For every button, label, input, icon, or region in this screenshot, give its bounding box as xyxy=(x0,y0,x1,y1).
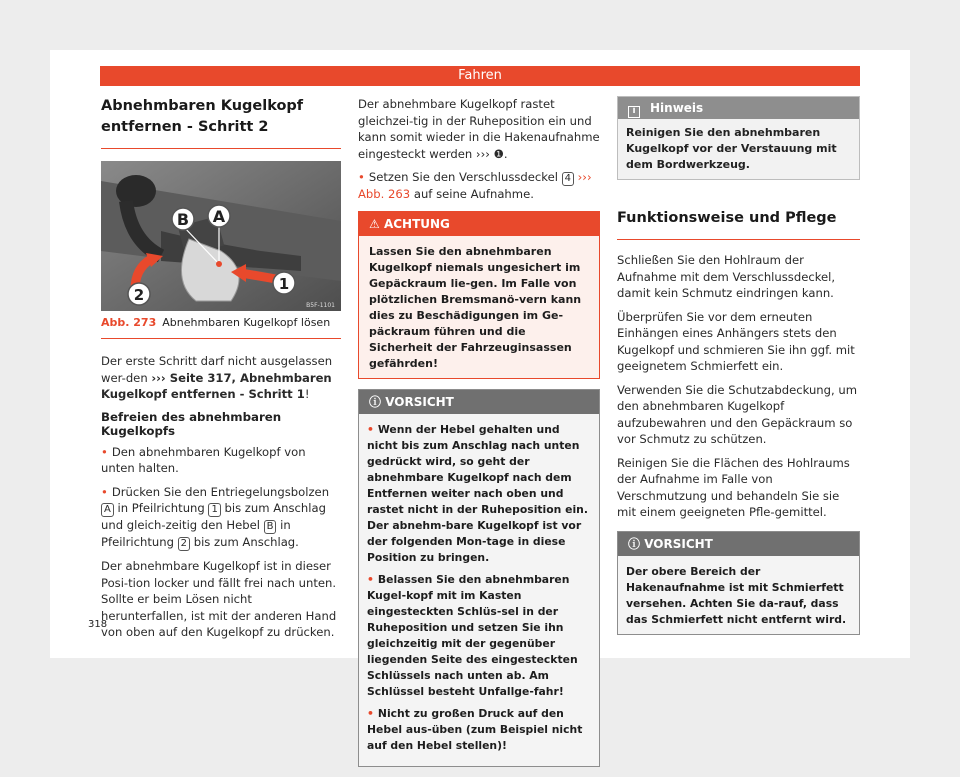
text: ! xyxy=(304,387,310,401)
caution-header xyxy=(359,390,599,414)
text: Drücken Sie den Entriegelungsbolzen xyxy=(111,484,330,499)
paragraph: Der abnehmbare Kugelkopf rastet gleichzei-tig in der Ruheposition ein und kann somit wieder in die Hakenaufnahme eingesteckt werden ››› ❶. xyxy=(358,97,600,161)
text: Wenn der Hebel gehalten und nicht bis zum Anschlag nach unten gedrückt wird, so geht der abnehmbare Kugelkopf nach dem Entfernen weiter nach oben und rastet nicht in der Ruheposition ein. Der abnehm-bare Kugelkopf ist vor der folgenden Mon-tage in diese Position zu bringen. xyxy=(367,422,588,564)
text: auf seine Aufnahme. xyxy=(413,187,534,201)
text: in Pfeilrichtung xyxy=(117,501,205,515)
text: in Pfeilrichtung xyxy=(101,518,291,549)
label-a: A xyxy=(101,503,114,517)
column-middle xyxy=(358,96,600,777)
bullet-icon: • xyxy=(367,422,374,436)
figure-caption xyxy=(101,316,341,339)
page-number: 318 xyxy=(88,619,108,630)
text: bis zum Anschlag. xyxy=(193,535,299,549)
bullet-icon: • xyxy=(101,484,108,499)
paragraph: Verwenden Sie die Schutzabdeckung, um den abnehmbaren Kugelkopf aufzubewahren und den Gepäckraum so vor Schmutz zu schützen. xyxy=(617,382,858,446)
bullet-item xyxy=(358,169,600,203)
text: Belassen Sie den abnehmbaren Kugel-kopf mit im Kasten eingesteckten Schlüs-sel in der Ruheposition und setzen Sie ihn gleichzeitig mit der gegenüber liegenden Seite des eingesteckten Schlüssels nach unten ab. Am Schlüssel besteht Unfallge-fahr! xyxy=(367,572,578,698)
caution-icon: ⓘ xyxy=(369,394,386,409)
caution-title: VORSICHT xyxy=(385,394,454,409)
subheading: Befreien des abnehmbaren Kugelkopfs xyxy=(101,409,282,438)
paragraph: Der abnehmbare Kugelkopf ist in dieser Posi-tion locker und fällt frei nach unten. Sollte er beim Lösen nicht herunterfallen, ist mit der anderen Hand von oben auf den Kugelkopf zu drücken. xyxy=(101,559,337,639)
callout-b: B xyxy=(176,210,190,229)
caution-box xyxy=(617,531,860,635)
text: Den abnehmbaren Kugelkopf von unten halten. xyxy=(101,444,306,475)
bullet-icon: • xyxy=(358,170,365,184)
hint-text: Reinigen Sie den abnehmbaren Kugelkopf vor der Verstauung mit dem Bordwerkzeug. xyxy=(618,119,859,179)
figure-label: Abb. 273 xyxy=(101,316,157,329)
figure-caption-text: Abnehmbaren Kugelkopf lösen xyxy=(162,316,331,329)
hint-box xyxy=(617,96,860,180)
figure-reference-link[interactable]: ››› Abb. 263 xyxy=(358,170,592,201)
figure-image xyxy=(101,161,341,311)
bullet-item xyxy=(101,484,341,552)
cross-reference-link[interactable]: ››› Seite 317, Abnehmbaren Kugelkopf entfernen - Schritt 1 xyxy=(101,370,332,401)
bullet-icon: • xyxy=(367,706,374,720)
info-icon: i xyxy=(628,106,640,118)
section-title: Funktionsweise und Pflege xyxy=(617,208,860,240)
caution-header xyxy=(618,532,859,556)
text: Der erste Schritt darf nicht ausgelassen wer-den xyxy=(101,354,333,385)
section-title: Abnehmbaren Kugelkopf entfernen - Schritt 2 xyxy=(101,96,341,149)
callout-a: A xyxy=(212,207,226,226)
paragraph: Schließen Sie den Hohlraum der Aufnahme mit dem Verschlussdeckel, damit kein Schmutz eindringen kann. xyxy=(617,253,836,300)
caution-box xyxy=(358,389,600,767)
label-b: B xyxy=(264,520,277,534)
label-4: 4 xyxy=(562,172,574,186)
caution-item xyxy=(367,572,591,700)
paragraph xyxy=(101,353,341,403)
column-right xyxy=(617,96,860,645)
caution-title: VORSICHT xyxy=(644,536,713,551)
section-header: Fahren xyxy=(100,66,860,86)
paragraph: Überprüfen Sie vor dem erneuten Einhängen eines Anhängers stets den Kugelkopf und schmieren Sie ihn ggf. mit geeignetem Schmierfett ein. xyxy=(617,309,855,373)
caution-icon: ⓘ xyxy=(628,536,645,551)
caution-item xyxy=(367,706,591,754)
tow-hitch-illustration xyxy=(101,161,341,311)
caution-item xyxy=(367,422,591,566)
warning-title: ACHTUNG xyxy=(383,216,450,231)
label-1: 1 xyxy=(208,503,220,517)
callout-1: 1 xyxy=(278,275,290,293)
warning-box xyxy=(358,211,600,379)
hint-header xyxy=(618,97,859,119)
label-2: 2 xyxy=(178,537,190,551)
figure-code: B5F-1101 xyxy=(306,302,335,309)
bullet-icon: • xyxy=(367,572,374,586)
bullet-item xyxy=(101,444,341,477)
callout-2: 2 xyxy=(133,286,145,304)
caution-body xyxy=(359,414,599,766)
text: Setzen Sie den Verschlussdeckel xyxy=(368,170,558,184)
warning-triangle-icon: ⚠ xyxy=(369,216,384,231)
warning-text: Lassen Sie den abnehmbaren Kugelkopf niemals ungesichert im Gepäckraum lie-gen. Im Falle von plötzlichen Bremsmanö-vern kann dies zu Beschädigungen im Ge-päckraum führen und die Sicherheit der Fahrzeuginsassen gefährden! xyxy=(359,236,599,378)
bullet-icon: • xyxy=(101,444,108,459)
text: Nicht zu großen Druck auf den Hebel aus-üben (zum Beispiel nicht auf den Hebel stellen)! xyxy=(367,706,583,752)
paragraph: Reinigen Sie die Flächen des Hohlraums der Aufnahme im Falle von Verschmutzung und behandeln Sie sie mit einem geeigneten Pfle-gemittel. xyxy=(617,455,850,519)
text: bis zum Anschlag und gleich-zeitig den Hebel xyxy=(101,501,326,532)
warning-header xyxy=(359,212,599,236)
caution-text: Der obere Bereich der Hakenaufnahme ist mit Schmierfett versehen. Achten Sie da-rauf, dass das Schmierfett nicht entfernt wird. xyxy=(618,556,859,634)
hint-title: Hinweis xyxy=(650,101,704,115)
column-left xyxy=(101,96,341,648)
